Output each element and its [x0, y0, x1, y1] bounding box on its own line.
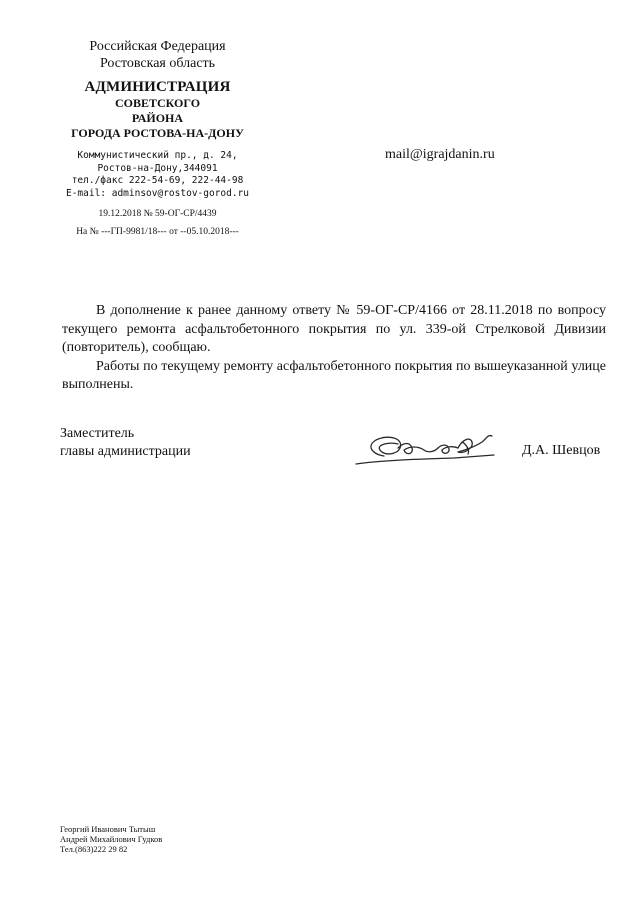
signatory-title-line-2: главы администрации	[60, 444, 191, 459]
letter-body	[62, 302, 606, 395]
recipient-email: mail@igrajdanin.ru	[385, 147, 495, 162]
executor-phone: Тел.(863)222 29 82	[60, 844, 128, 854]
signatory-title-line-1: Заместитель	[60, 426, 135, 441]
executors-block	[60, 824, 162, 854]
incoming-reference: На № ---ГП-9981/18--- от --05.10.2018---	[76, 227, 239, 237]
letterhead-email: E-mail: adminsov@rostov-gorod.ru	[65, 187, 250, 199]
letterhead	[40, 38, 275, 238]
country-name: Российская Федерация	[89, 39, 226, 54]
executor-line-1: Георгий Иванович Тытыш	[60, 824, 156, 834]
phone-fax: тел./факс 222-54-69, 222-44-98	[71, 175, 244, 186]
address-line-1: Коммунистический пр., д. 24,	[77, 150, 238, 161]
address-block	[40, 150, 275, 200]
admin-title: АДМИНИСТРАЦИЯ	[84, 79, 231, 95]
district-line-2: РАЙОНА	[131, 111, 184, 125]
address-line-2: Ростов-на-Дону,344091	[97, 162, 218, 174]
body-paragraph-1: В дополнение к ранее данному ответу № 59-ОГ-СР/4166 от 28.11.2018 по вопросу текущего ремонта асфальтобетонного покрытия по ул. 339-ой Стрелковой Дивизии (повторитель), сообщаю.	[62, 303, 606, 355]
district-line-1: СОВЕТСКОГО	[114, 96, 201, 110]
executor-line-2: Андрей Михайлович Гудков	[60, 834, 163, 844]
region-name: Ростовская область	[99, 56, 216, 71]
city-name: ГОРОДА РОСТОВА-НА-ДОНУ	[71, 126, 244, 140]
handwritten-signature	[354, 428, 499, 470]
signatory-title	[60, 425, 191, 461]
outgoing-reference: 19.12.2018 № 59-ОГ-СР/4439	[98, 209, 217, 219]
signatory-name: Д.А. Шевцов	[522, 443, 601, 458]
body-paragraph-2: Работы по текущему ремонту асфальтобетонного покрытия по вышеуказанной улице выполнены.	[62, 358, 606, 392]
